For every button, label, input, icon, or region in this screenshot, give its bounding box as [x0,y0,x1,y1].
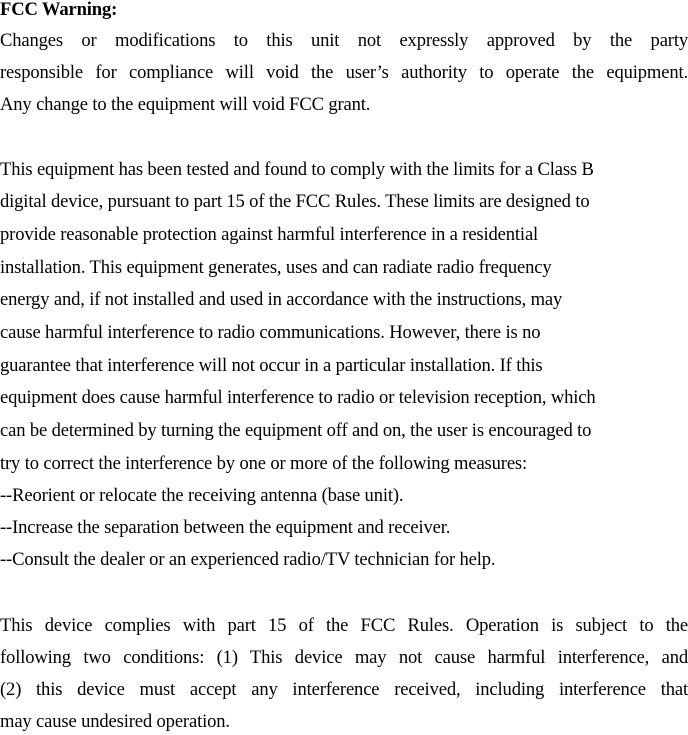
text-line: This device complies with part 15 of the FCC Rules. Operation is subject to the [0,615,688,636]
measure-item: --Reorient or relocate the receiving antenna (base unit). [0,485,404,506]
text-line: try to correct the interference by one or more of the following measures: [0,453,528,474]
text-line: guarantee that interference will not occur in a particular installation. If this [0,355,543,376]
text-line: Any change to the equipment will void FCC grant. [0,94,371,115]
text-line: digital device, pursuant to part 15 of the FCC Rules. These limits are designed to [0,191,590,212]
text-line: cause harmful interference to radio communications. However, there is no [0,322,541,343]
text-line: Changes or modifications to this unit not expressly approved by the party [0,30,688,51]
text-line: responsible for compliance will void the user’s authority to operate the equipment. [0,62,688,83]
text-line: This equipment has been tested and found to comply with the limits for a Class B [0,159,594,180]
text-line: can be determined by turning the equipment off and on, the user is encouraged to [0,420,592,441]
measure-item: --Increase the separation between the equipment and receiver. [0,517,451,538]
text-line: installation. This equipment generates, uses and can radiate radio frequency [0,257,552,278]
text-line: provide reasonable protection against harmful interference in a residential [0,224,539,245]
document-title: FCC Warning: [0,0,118,20]
text-line: may cause undesired operation. [0,711,230,732]
measure-item: --Consult the dealer or an experienced radio/TV technician for help. [0,549,496,570]
text-line: (2) this device must accept any interference received, including interference that [0,679,688,700]
text-line: equipment does cause harmful interference to radio or television reception, which [0,387,596,408]
text-line: energy and, if not installed and used in accordance with the instructions, may [0,289,563,310]
text-line: following two conditions: (1) This device may not cause harmful interference, and [0,647,688,668]
